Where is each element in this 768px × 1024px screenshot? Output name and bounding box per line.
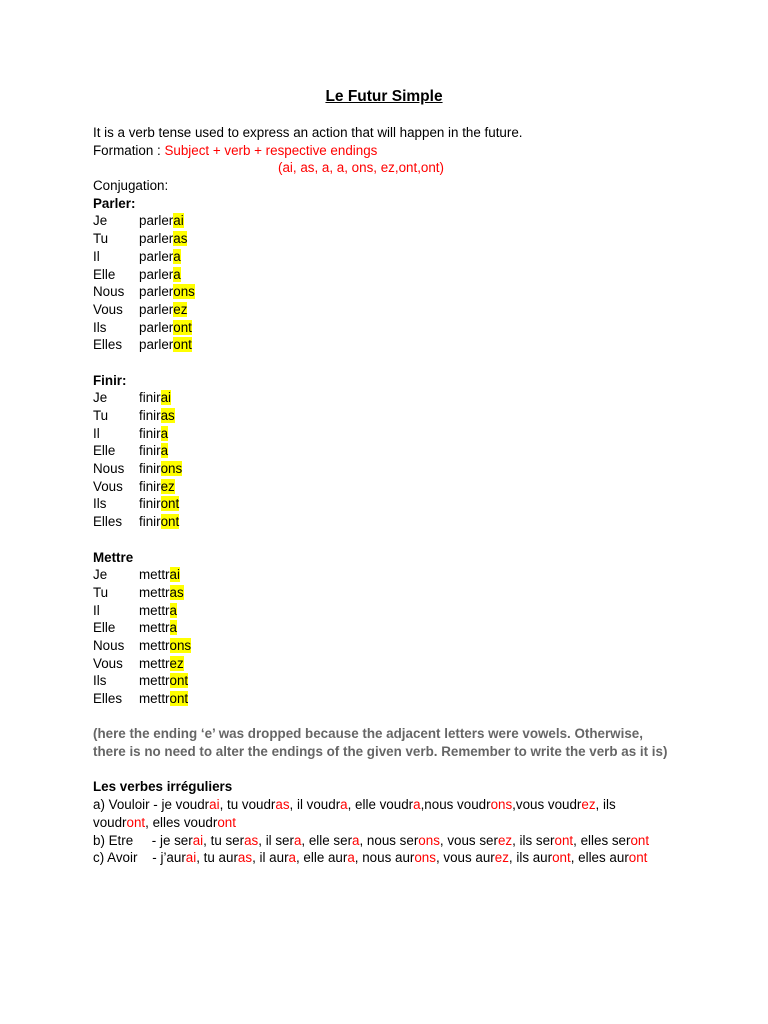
irregular-text: , nous aur: [354, 850, 415, 866]
verb-ending-highlight: a: [160, 443, 169, 459]
pronoun: Nous: [93, 461, 125, 477]
pronoun: Elle: [93, 443, 116, 459]
verb-stem: mettr: [139, 620, 170, 636]
conjugation-row: [93, 478, 693, 496]
formation-endings: (ai, as, a, a, ons, ez,ont,ont): [278, 160, 444, 176]
conjugation-row: [93, 566, 693, 584]
verb-stem: mettr: [139, 637, 170, 653]
verb-ending-highlight: a: [173, 248, 181, 264]
conjugation-row: [93, 425, 693, 443]
conjugation-row: [93, 212, 693, 230]
spacer: [93, 354, 693, 372]
conjugation-row: [93, 655, 693, 673]
irregular-text: , elle aur: [295, 850, 348, 866]
verb-ending-highlight: ai: [169, 567, 180, 583]
irregular-ending: a: [347, 850, 355, 866]
conjugation-row: [93, 637, 693, 655]
verb-stem: finir: [139, 443, 161, 459]
pronoun: Vous: [93, 301, 123, 317]
conjugation-row: [93, 690, 693, 708]
pronoun: Tu: [93, 231, 109, 247]
irregular-ending: a: [352, 832, 360, 848]
verb-ending-highlight: ons: [160, 461, 183, 477]
verb-ending-highlight: a: [169, 602, 177, 618]
irregular-verb-line: [93, 849, 653, 867]
irregular-text: , elle voudr: [347, 797, 414, 813]
pronoun: Ils: [93, 319, 107, 335]
verb-ending-highlight: ont: [169, 673, 189, 689]
irregular-ending: ai: [209, 797, 220, 813]
irregular-text: , il ser: [258, 832, 294, 848]
verb-stem: mettr: [139, 691, 170, 706]
verb-stem: mettr: [139, 673, 170, 689]
verb-heading: Parler:: [93, 195, 136, 211]
verb-stem: parler: [139, 301, 174, 317]
conjugation-row: [93, 266, 693, 284]
verb-stem: mettr: [139, 584, 170, 600]
verb-ending-highlight: ai: [160, 390, 172, 406]
conjugation-row: [93, 248, 693, 266]
pronoun: Il: [93, 248, 100, 264]
conjugation-row: [93, 389, 693, 407]
irregular-heading: Les verbes irréguliers: [93, 779, 233, 795]
conjugation-row: [93, 495, 693, 513]
verb-ending-highlight: ez: [169, 655, 184, 671]
irregular-text: , tu aur: [196, 850, 238, 866]
spacer: [93, 531, 693, 549]
verb-stem: parler: [139, 248, 174, 264]
irregular-ending: ons: [418, 832, 440, 848]
conjugation-row: [93, 319, 693, 337]
irregular-ending: as: [275, 797, 290, 813]
conjugation-row: [93, 584, 693, 602]
verb-ending-highlight: ons: [169, 637, 192, 653]
irregular-verb-label: c) Avoir -: [93, 850, 161, 866]
irregular-verb-line: [93, 832, 653, 850]
irregular-ending: as: [244, 832, 259, 848]
verb-stem: parler: [139, 213, 174, 229]
pronoun: Je: [93, 567, 108, 583]
pronoun: Elles: [93, 514, 123, 530]
spacer: [93, 708, 693, 726]
verb-stem: mettr: [139, 567, 170, 583]
pronoun: Je: [93, 390, 108, 406]
conjugation-row: [93, 602, 693, 620]
irregular-text: , il aur: [252, 850, 289, 866]
irregular-ending: a: [288, 850, 296, 866]
pronoun: Nous: [93, 284, 125, 300]
verb-stem: mettr: [139, 655, 170, 671]
conjugation-row: [93, 442, 693, 460]
conjugation-row: [93, 619, 693, 637]
irregular-ending: ai: [185, 850, 197, 866]
verb-ending-highlight: ont: [160, 514, 180, 530]
irregular-verb-label: a) Vouloir -: [93, 797, 162, 813]
irregular-text: j’aur: [160, 850, 186, 866]
document-body: [93, 124, 693, 867]
formation-label: Formation :: [93, 142, 165, 158]
verb-ending-highlight: ez: [173, 301, 188, 317]
verb-heading: Mettre: [93, 549, 134, 565]
verb-heading: Finir:: [93, 372, 127, 388]
conjugation-row: [93, 460, 693, 478]
irregular-ending: ont: [628, 850, 648, 866]
irregular-text: , ils ser: [512, 832, 555, 848]
irregular-text: , elles voudr: [145, 814, 218, 830]
conjugation-row: [93, 230, 693, 248]
verb-stem: parler: [139, 337, 174, 353]
verb-ending-highlight: a: [169, 620, 177, 636]
pronoun: Il: [93, 425, 100, 441]
irregular-ending: ons: [414, 850, 436, 866]
verb-block: [93, 372, 693, 549]
irregular-ending: ont: [217, 814, 236, 830]
verb-stem: parler: [139, 231, 174, 247]
verb-ending-highlight: ons: [173, 284, 195, 300]
irregular-text: , vous aur: [435, 850, 495, 866]
conjugation-row: [93, 301, 693, 319]
conjugation-row: [93, 513, 693, 531]
irregular-text: , tu ser: [203, 832, 245, 848]
verb-ending-highlight: as: [160, 408, 175, 423]
pronoun: Tu: [93, 584, 109, 600]
verb-ending-highlight: ont: [173, 319, 192, 335]
irregular-ending: as: [237, 850, 253, 866]
page-title: Le Futur Simple: [325, 88, 443, 105]
irregular-ending: a: [340, 797, 348, 813]
pronoun: Ils: [93, 673, 107, 689]
verb-ending-highlight: ont: [160, 496, 180, 512]
irregular-text: , elles aur: [570, 850, 629, 866]
irregular-ending: a: [413, 797, 421, 813]
pronoun: Elle: [93, 620, 116, 636]
pronoun: Vous: [93, 655, 123, 671]
pronoun: Elles: [93, 337, 123, 353]
pronoun: Elles: [93, 691, 123, 706]
irregular-text: je voudr: [161, 797, 210, 813]
verb-stem: finir: [139, 496, 161, 512]
pronoun: Il: [93, 602, 100, 618]
irregular-text: je ser: [159, 832, 193, 848]
intro-text: It is a verb tense used to express an action that will happen in the future.: [93, 125, 523, 140]
verb-block: [93, 549, 693, 726]
irregular-ending: ez: [497, 832, 513, 848]
verb-ending-highlight: a: [160, 425, 169, 441]
verb-stem: finir: [139, 461, 161, 477]
irregular-text: , nous ser: [359, 832, 419, 848]
verb-stem: mettr: [139, 602, 170, 618]
pronoun: Nous: [93, 637, 125, 653]
verb-ending-highlight: ai: [173, 213, 184, 229]
formation-rule: Subject + verb + respective endings: [164, 142, 378, 158]
conjugation-row: [93, 672, 693, 690]
irregular-text: , elles ser: [573, 832, 631, 848]
irregular-ending: ont: [552, 850, 571, 866]
irregular-verbs: [93, 796, 693, 867]
irregular-ending: ez: [581, 797, 596, 813]
verb-stem: parler: [139, 284, 174, 300]
irregular-text: ,vous voudr: [512, 797, 582, 813]
conjugation-row: [93, 407, 693, 425]
spacer: [93, 761, 693, 779]
verb-ending-highlight: as: [169, 584, 184, 600]
pronoun: Elle: [93, 266, 116, 282]
pronoun: Je: [93, 213, 108, 229]
pronoun: Tu: [93, 408, 109, 423]
conjugation-label: Conjugation:: [93, 178, 169, 194]
verb-stem: finir: [139, 478, 161, 494]
irregular-text: , ils voudr: [93, 797, 616, 830]
verb-ending-highlight: as: [173, 231, 188, 247]
irregular-ending: ont: [630, 832, 650, 848]
irregular-ending: ez: [494, 850, 509, 866]
verb-ending-highlight: ont: [169, 691, 189, 706]
pronoun: Vous: [93, 478, 123, 494]
irregular-ending: ont: [126, 814, 146, 830]
note-text: (here the ending ‘e’ was dropped because the adjacent letters were vowels. Otherwise, there is no need to alter the endings of the given verb. Remember to write the verb as it is): [93, 726, 668, 760]
conjugation-row: [93, 283, 693, 301]
verb-stem: parler: [139, 319, 174, 335]
verb-stem: parler: [139, 266, 174, 282]
verb-ending-highlight: ont: [173, 337, 192, 353]
verb-stem: finir: [139, 408, 161, 423]
irregular-ending: a: [293, 832, 302, 848]
verb-stem: finir: [139, 514, 161, 530]
irregular-text: , tu voudr: [219, 797, 276, 813]
irregular-ending: ons: [490, 797, 513, 813]
irregular-text: ,nous voudr: [420, 797, 491, 813]
irregular-text: , elle ser: [301, 832, 353, 848]
verb-stem: finir: [139, 390, 161, 406]
conjugation-row: [93, 336, 693, 354]
irregular-verb-line: [93, 796, 653, 831]
pronoun: Ils: [93, 496, 107, 512]
verb-conjugations: [93, 195, 693, 726]
formation-line: [93, 142, 693, 160]
irregular-ending: ai: [192, 832, 204, 848]
irregular-ending: ont: [554, 832, 574, 848]
irregular-text: , ils aur: [508, 850, 553, 866]
irregular-text: , vous ser: [439, 832, 498, 848]
verb-stem: finir: [139, 425, 161, 441]
verb-ending-highlight: a: [173, 266, 181, 282]
irregular-text: , il voudr: [289, 797, 341, 813]
verb-block: [93, 195, 693, 372]
irregular-verb-label: b) Etre -: [93, 832, 160, 848]
verb-ending-highlight: ez: [160, 478, 175, 494]
